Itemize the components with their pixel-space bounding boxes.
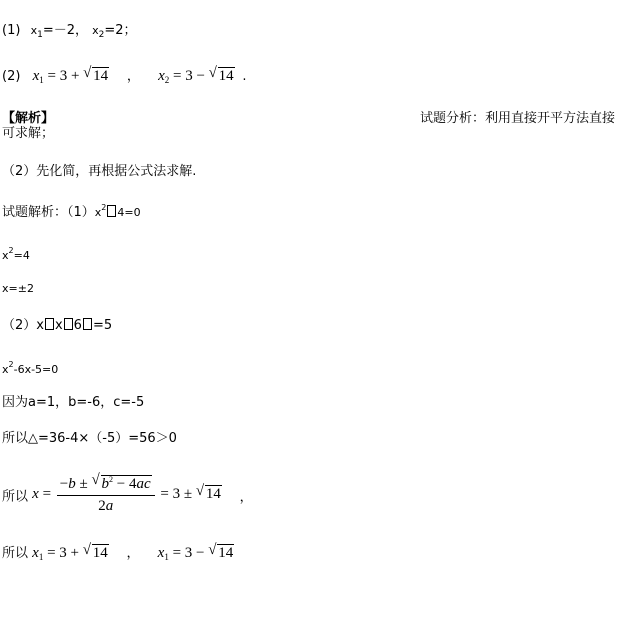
line-final-roots: [2, 542, 234, 565]
solution-intro-line: [2, 200, 141, 221]
answer-separator: ，: [126, 69, 140, 84]
missing-glyph-box: [45, 318, 54, 330]
answer-part-2: [2, 65, 247, 88]
line-x-squared: [2, 243, 30, 264]
x2-symbol: $x_2$: [92, 24, 105, 40]
answer-x2-formula: $x_2 = 3$ − √ 14: [158, 65, 234, 85]
line-coefficients: 因为a=1，b=-6，c=-5: [2, 395, 145, 410]
part-2-eq-label: （2）x: [2, 318, 44, 333]
x1-value: =－2，: [42, 23, 88, 38]
missing-glyph-box: [83, 318, 92, 330]
standard-form-x2: $x^2$: [2, 360, 14, 376]
answer-end-period: .: [242, 69, 247, 84]
line-x-pm: x=±2: [2, 282, 34, 295]
formula-prefix: 所以: [2, 489, 29, 505]
final-prefix: 所以: [2, 546, 29, 561]
final-root-1: $x_1 = 3$ + √ 14: [32, 542, 108, 562]
formula-fraction: −b ± √ $b^2 - 4ac$ 2a: [57, 475, 155, 515]
solution-eq-rest: 4=0: [117, 206, 141, 219]
x2-value: =2；: [104, 23, 137, 38]
part-2-eq-mid: x: [54, 318, 63, 333]
part-2-eq-end: =5: [92, 318, 113, 333]
final-root-2: $x_1 = 3$ − √ 14: [157, 542, 234, 562]
solution-eq-x2: $x^2$: [94, 203, 107, 219]
quadratic-formula: x = −b ± √ $b^2 - 4ac$ 2a = 3 ± √ 14: [32, 472, 221, 514]
standard-form-rest: -6x-5=0: [13, 363, 59, 376]
final-separator: ，: [126, 546, 140, 561]
analysis-heading: 【解析】: [2, 111, 55, 126]
part-2-eq-six: 6: [73, 318, 82, 333]
analysis-hint-2: （2）先化简，再根据公式法求解.: [2, 164, 197, 179]
formula-tail: ，: [239, 489, 253, 505]
missing-glyph-box: [107, 205, 116, 217]
part-1-label: (1): [2, 23, 21, 38]
x-squared-symbol: $x^2$: [2, 246, 14, 262]
missing-glyph-box: [64, 318, 73, 330]
line-discriminant: 所以△=36-4×（-5）=56＞0: [2, 431, 177, 446]
part-2-label: (2): [2, 69, 21, 84]
solution-intro: 试题解析：（1）: [2, 205, 95, 220]
answer-part-1: [2, 23, 137, 43]
line-standard-form: [2, 357, 58, 378]
analysis-hint-continuation: 可求解；: [2, 126, 55, 141]
analysis-hint-title: 试题分析：利用直接开平方法直接: [420, 111, 616, 126]
x-squared-value: =4: [13, 249, 30, 262]
line-part-2-equation: [2, 318, 112, 334]
line-quadratic-formula: [2, 472, 253, 515]
answer-x1-formula: $x_1 = 3$ + √ 14: [32, 65, 109, 85]
x1-symbol: $x_1$: [30, 24, 43, 40]
